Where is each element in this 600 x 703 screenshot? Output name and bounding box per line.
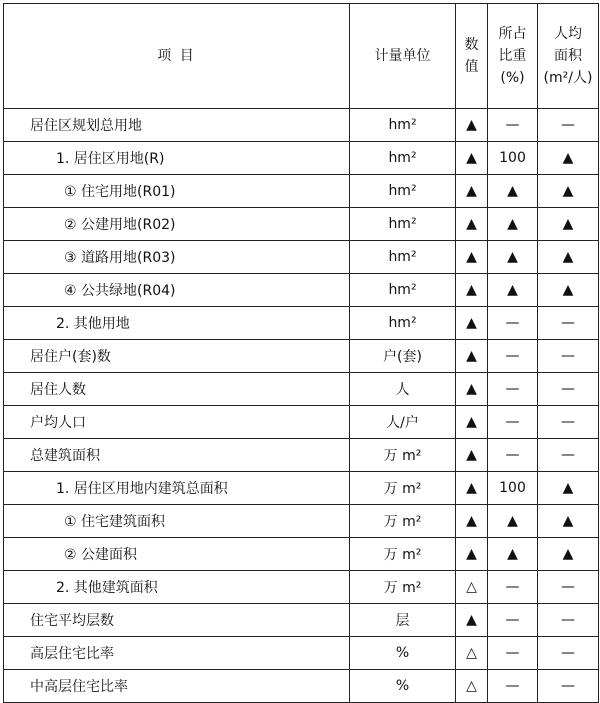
cell-per-capita: ▲ bbox=[538, 274, 599, 307]
cell-ratio: — bbox=[488, 109, 538, 142]
cell-value: ▲ bbox=[456, 505, 488, 538]
header-value bbox=[456, 4, 488, 109]
cell-value: ▲ bbox=[456, 274, 488, 307]
cell-ratio: ▲ bbox=[488, 208, 538, 241]
cell-unit: hm² bbox=[350, 142, 456, 175]
header-per-capita-line-2: 面积 bbox=[554, 48, 582, 64]
table-row bbox=[4, 670, 599, 703]
cell-item: 1. 居住区用地(R) bbox=[4, 142, 350, 175]
cell-item: ③ 道路用地(R03) bbox=[4, 241, 350, 274]
cell-ratio: ▲ bbox=[488, 274, 538, 307]
table-row bbox=[4, 406, 599, 439]
header-ratio bbox=[488, 4, 538, 109]
cell-ratio: — bbox=[488, 637, 538, 670]
cell-item: 居住人数 bbox=[4, 373, 350, 406]
cell-unit: % bbox=[350, 637, 456, 670]
table-body bbox=[4, 109, 599, 703]
cell-ratio: — bbox=[488, 373, 538, 406]
cell-unit: 万 m² bbox=[350, 439, 456, 472]
cell-value: △ bbox=[456, 571, 488, 604]
cell-per-capita: ▲ bbox=[538, 175, 599, 208]
cell-value: ▲ bbox=[456, 175, 488, 208]
cell-ratio: ▲ bbox=[488, 505, 538, 538]
cell-value: ▲ bbox=[456, 439, 488, 472]
cell-item: 总建筑面积 bbox=[4, 439, 350, 472]
cell-ratio: — bbox=[488, 307, 538, 340]
header-per-capita-line-1: 人均 bbox=[554, 26, 582, 42]
table-row bbox=[4, 208, 599, 241]
cell-unit: hm² bbox=[350, 241, 456, 274]
cell-unit: 人/户 bbox=[350, 406, 456, 439]
cell-value: ▲ bbox=[456, 406, 488, 439]
header-ratio-line-3: (%) bbox=[500, 70, 525, 86]
header-per-capita-line-3: (m²/人) bbox=[543, 70, 593, 86]
cell-value: ▲ bbox=[456, 604, 488, 637]
table-row bbox=[4, 604, 599, 637]
cell-item: 2. 其他用地 bbox=[4, 307, 350, 340]
cell-ratio: 100 bbox=[488, 472, 538, 505]
header-item: 项 目 bbox=[4, 4, 350, 109]
table-row bbox=[4, 109, 599, 142]
table-row bbox=[4, 571, 599, 604]
cell-item: 居住户(套)数 bbox=[4, 340, 350, 373]
cell-ratio: ▲ bbox=[488, 241, 538, 274]
cell-unit: hm² bbox=[350, 109, 456, 142]
cell-per-capita: ▲ bbox=[538, 538, 599, 571]
cell-unit: hm² bbox=[350, 175, 456, 208]
cell-value: ▲ bbox=[456, 307, 488, 340]
cell-ratio: — bbox=[488, 406, 538, 439]
header-value-line-2: 值 bbox=[464, 59, 479, 75]
cell-ratio: 100 bbox=[488, 142, 538, 175]
cell-ratio: — bbox=[488, 670, 538, 703]
cell-per-capita: ▲ bbox=[538, 208, 599, 241]
cell-unit: 万 m² bbox=[350, 538, 456, 571]
table-row bbox=[4, 175, 599, 208]
cell-per-capita: — bbox=[538, 637, 599, 670]
cell-unit: hm² bbox=[350, 208, 456, 241]
cell-item: 1. 居住区用地内建筑总面积 bbox=[4, 472, 350, 505]
cell-value: ▲ bbox=[456, 208, 488, 241]
cell-item: ② 公建用地(R02) bbox=[4, 208, 350, 241]
cell-unit: 层 bbox=[350, 604, 456, 637]
table-row bbox=[4, 538, 599, 571]
cell-value: ▲ bbox=[456, 472, 488, 505]
table-row bbox=[4, 637, 599, 670]
cell-per-capita: ▲ bbox=[538, 241, 599, 274]
cell-value: ▲ bbox=[456, 340, 488, 373]
table-row bbox=[4, 373, 599, 406]
cell-unit: 万 m² bbox=[350, 571, 456, 604]
cell-ratio: — bbox=[488, 439, 538, 472]
header-value-line-1: 数 bbox=[464, 37, 479, 53]
table-row bbox=[4, 274, 599, 307]
cell-value: ▲ bbox=[456, 538, 488, 571]
cell-item: ② 公建面积 bbox=[4, 538, 350, 571]
cell-item: 户均人口 bbox=[4, 406, 350, 439]
cell-item: 2. 其他建筑面积 bbox=[4, 571, 350, 604]
table-row bbox=[4, 340, 599, 373]
cell-unit: 人 bbox=[350, 373, 456, 406]
cell-unit: hm² bbox=[350, 307, 456, 340]
cell-item: ① 住宅用地(R01) bbox=[4, 175, 350, 208]
cell-unit: 万 m² bbox=[350, 472, 456, 505]
header-per-capita bbox=[538, 4, 599, 109]
land-use-indicator-table bbox=[3, 3, 599, 703]
cell-per-capita: ▲ bbox=[538, 472, 599, 505]
cell-ratio: — bbox=[488, 340, 538, 373]
cell-ratio: — bbox=[488, 604, 538, 637]
cell-ratio: ▲ bbox=[488, 175, 538, 208]
cell-value: △ bbox=[456, 670, 488, 703]
cell-per-capita: — bbox=[538, 307, 599, 340]
cell-per-capita: — bbox=[538, 109, 599, 142]
cell-value: ▲ bbox=[456, 142, 488, 175]
table-header-row bbox=[4, 4, 599, 109]
cell-value: △ bbox=[456, 637, 488, 670]
table-row bbox=[4, 307, 599, 340]
header-unit: 计量单位 bbox=[350, 4, 456, 109]
header-ratio-line-1: 所占 bbox=[498, 26, 527, 42]
cell-unit: % bbox=[350, 670, 456, 703]
cell-value: ▲ bbox=[456, 373, 488, 406]
cell-item: ① 住宅建筑面积 bbox=[4, 505, 350, 538]
cell-per-capita: — bbox=[538, 406, 599, 439]
cell-value: ▲ bbox=[456, 241, 488, 274]
cell-per-capita: — bbox=[538, 571, 599, 604]
cell-unit: 万 m² bbox=[350, 505, 456, 538]
cell-ratio: — bbox=[488, 571, 538, 604]
cell-unit: 户(套) bbox=[350, 340, 456, 373]
cell-per-capita: — bbox=[538, 373, 599, 406]
cell-item: 居住区规划总用地 bbox=[4, 109, 350, 142]
table-row bbox=[4, 472, 599, 505]
table-row bbox=[4, 439, 599, 472]
cell-item: ④ 公共绿地(R04) bbox=[4, 274, 350, 307]
header-ratio-line-2: 比重 bbox=[498, 48, 527, 64]
cell-ratio: ▲ bbox=[488, 538, 538, 571]
table-row bbox=[4, 142, 599, 175]
cell-unit: hm² bbox=[350, 274, 456, 307]
cell-value: ▲ bbox=[456, 109, 488, 142]
cell-per-capita: — bbox=[538, 670, 599, 703]
table-row bbox=[4, 505, 599, 538]
cell-item: 住宅平均层数 bbox=[4, 604, 350, 637]
cell-item: 中高层住宅比率 bbox=[4, 670, 350, 703]
cell-per-capita: — bbox=[538, 439, 599, 472]
cell-per-capita: — bbox=[538, 604, 599, 637]
cell-item: 高层住宅比率 bbox=[4, 637, 350, 670]
cell-per-capita: ▲ bbox=[538, 142, 599, 175]
table-row bbox=[4, 241, 599, 274]
cell-per-capita: — bbox=[538, 340, 599, 373]
cell-per-capita: ▲ bbox=[538, 505, 599, 538]
